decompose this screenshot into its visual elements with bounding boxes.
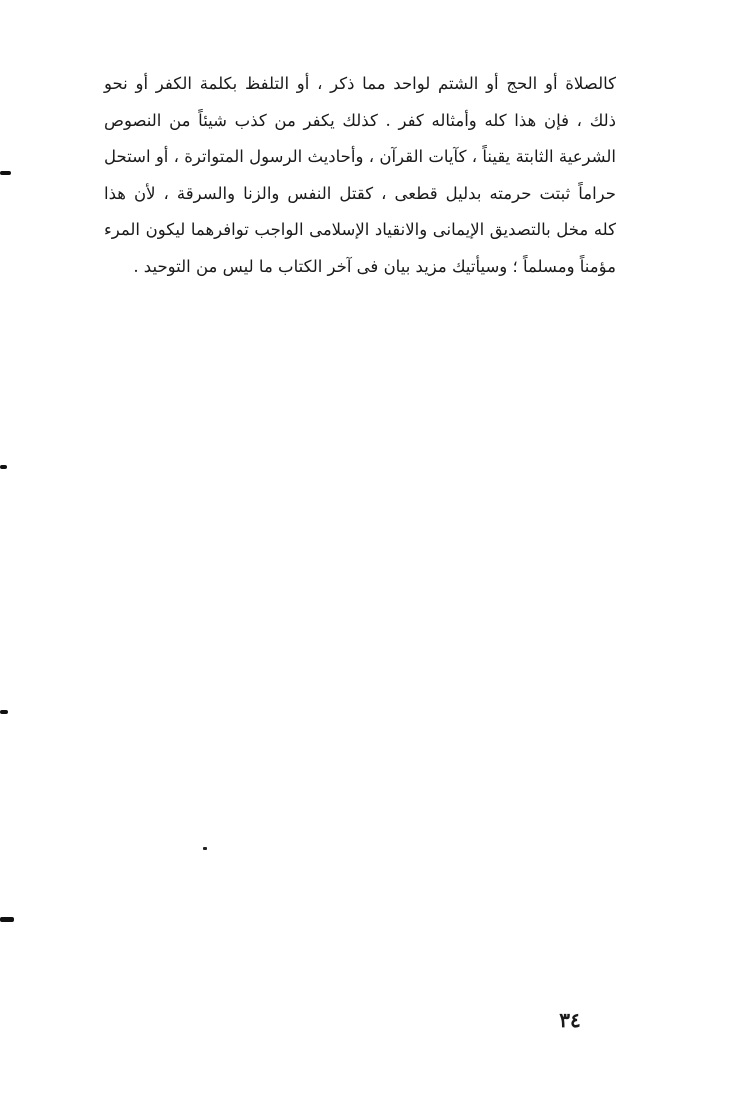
text-line-3: الشرعية الثابتة يقيناً ، كآيات القرآن ، وأحاديث الرسول المتواترة ، أو استحل: [104, 147, 616, 166]
margin-mark: [0, 465, 7, 469]
text-line-4: حراماً ثبتت حرمته بدليل قطعى ، كقتل النفس والزنا والسرقة ، لأن هذا: [104, 183, 616, 203]
text-line-1: كالصلاة أو الحج أو الشتم لواحد مما ذكر ، أو التلفظ بكلمة الكفر أو نحو: [104, 74, 616, 93]
ink-speck: [203, 847, 207, 850]
text-line-6: مؤمناً ومسلماً ؛ وسيأتيك مزيد بيان فى آخر الكتاب ما ليس من التوحيد .: [133, 256, 616, 276]
text-line-5: كله مخل بالتصديق الإيمانى والانقياد الإسلامى الواجب توافرهما ليكون المرء: [104, 220, 616, 239]
page-number: ٣٤: [559, 1008, 581, 1032]
body-paragraph: [104, 66, 616, 285]
margin-mark: [0, 917, 14, 922]
margin-mark: [0, 171, 11, 175]
margin-mark: [0, 710, 8, 714]
text-line-2: ذلك ، فإن هذا كله وأمثاله كفر . كذلك يكفر من كذب شيئاً من النصوص: [104, 110, 616, 130]
